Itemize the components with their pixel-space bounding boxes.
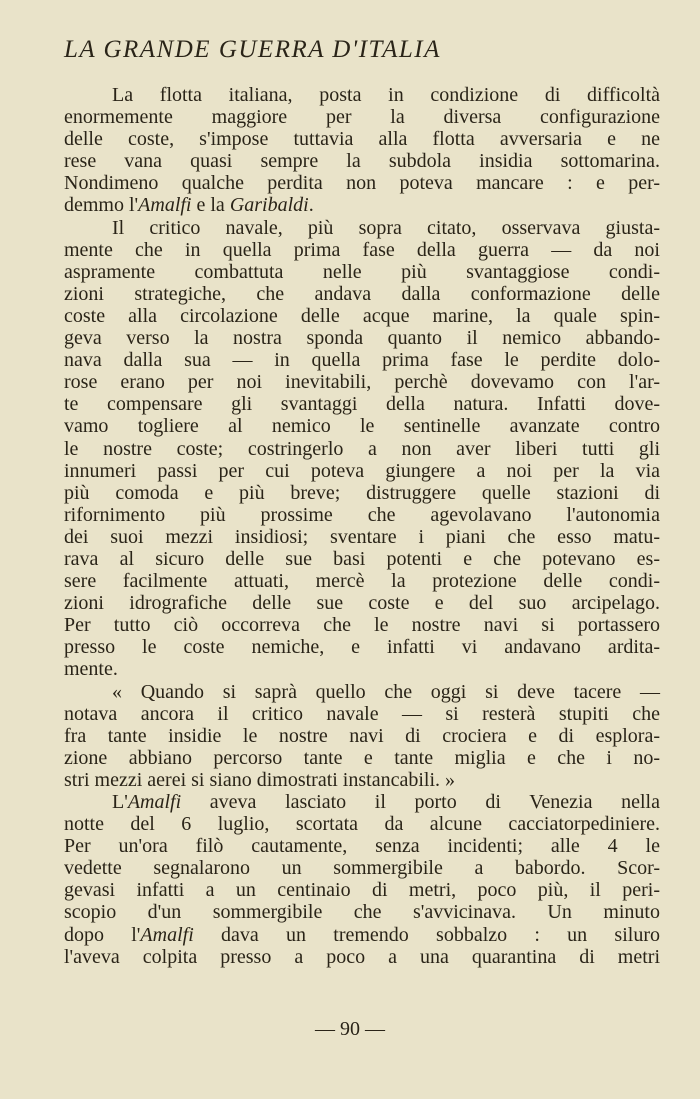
text-line: fra tante insidie le nostre navi di crociera e di esplora- xyxy=(64,724,660,747)
text-line: scopio d'un sommergibile che s'avvicinava. Un minuto xyxy=(64,901,660,924)
text-line: geva verso la nostra sponda quanto il nemico abbando- xyxy=(64,327,660,350)
text-line: coste alla circolazione delle acque marine, la quale spin- xyxy=(64,304,660,327)
text-line: enormemente maggiore per la diversa configurazione xyxy=(64,106,660,129)
text-line: sere facilmente attuati, mercè la protezione delle condi- xyxy=(64,570,660,593)
text-line: innumeri passi per cui poteva giungere a noi per la via xyxy=(64,459,660,482)
text-line: le nostre coste; costringerlo a non aver liberi tutti gli xyxy=(64,437,660,460)
text-line: mente che in quella prima fase della guerra — da noi xyxy=(64,238,660,261)
text-line: presso le coste nemiche, e infatti vi andavano ardita- xyxy=(64,636,660,659)
page-number: — 90 — xyxy=(315,1018,385,1040)
text-line: dopo l'Amalfi dava un tremendo sobbalzo : un siluro xyxy=(64,923,660,946)
text-line: gevasi infatti a un centinaio di metri, poco più, il peri- xyxy=(64,879,660,902)
text-line: notava ancora il critico navale — si resterà stupiti che xyxy=(64,702,660,725)
text-line: aspramente combattuta nelle più svantaggiose condi- xyxy=(64,260,660,283)
text-line: zioni idrografiche delle sue coste e del suo arcipelago. xyxy=(64,592,660,615)
ship-name: Amalfi xyxy=(127,791,182,813)
text-line: vamo togliere al nemico le sentinelle avanzate contro xyxy=(64,415,660,438)
text-line: Per un'ora filò cautamente, senza incidenti; alle 4 le xyxy=(64,835,660,858)
text-line: rese vana quasi sempre la subdola insidia sottomarina. xyxy=(64,150,660,173)
body-text xyxy=(64,84,660,968)
ship-name: Garibaldi xyxy=(229,194,309,217)
text-line: Per tutto ciò occorreva che le nostre navi si portassero xyxy=(64,614,660,637)
text-line: te compensare gli svantaggi della natura. Infatti dove- xyxy=(64,393,660,416)
text-line: dei suoi mezzi insidiosi; sventare i piani che esso matu- xyxy=(64,525,660,548)
ship-name: Amalfi xyxy=(140,923,194,946)
text-line: zione abbiano percorso tante e tante miglia e che i no- xyxy=(64,746,660,769)
text-line: più comoda e più breve; distruggere quelle stazioni di xyxy=(64,481,660,504)
text-line: notte del 6 luglio, scortata da alcune cacciatorpediniere. xyxy=(64,813,660,836)
text-line: L'Amalfi aveva lasciato il porto di Venezia nella xyxy=(112,791,660,813)
text-line: La flotta italiana, posta in condizione di difficoltà xyxy=(112,84,660,106)
text-line: rava al sicuro delle sue basi potenti e che potevano es- xyxy=(64,547,660,570)
text-line: Nondimeno qualche perdita non poteva mancare : e per- xyxy=(64,172,660,195)
text-line: delle coste, s'impose tuttavia alla flotta avversaria e ne xyxy=(64,128,660,151)
text-line: « Quando si saprà quello che oggi si deve tacere — xyxy=(112,680,660,703)
text-line: vedette segnalarono un sommergibile a babordo. Scor- xyxy=(64,857,660,880)
text-line: demmo l'Amalfi e la Garibaldi. xyxy=(64,194,314,217)
ship-name: Amalfi xyxy=(138,194,192,217)
text-line: Il critico navale, più sopra citato, osservava giusta- xyxy=(112,216,660,239)
running-title: LA GRANDE GUERRA D'ITALIA xyxy=(64,36,441,63)
text-line: nava dalla sua — in quella prima fase le perdite dolo- xyxy=(64,349,660,372)
text-line: rose erano per noi inevitabili, perchè dovevamo con l'ar- xyxy=(64,371,660,394)
text-line: stri mezzi aerei si siano dimostrati instancabili. » xyxy=(64,768,456,791)
text-line: l'aveva colpita presso a poco a una quarantina di metri xyxy=(64,945,660,968)
text-line: mente. xyxy=(64,658,118,681)
text-line: zioni strategiche, che andava dalla conformazione delle xyxy=(64,282,660,305)
text-line: rifornimento più prossime che agevolavano l'autonomia xyxy=(64,503,660,526)
